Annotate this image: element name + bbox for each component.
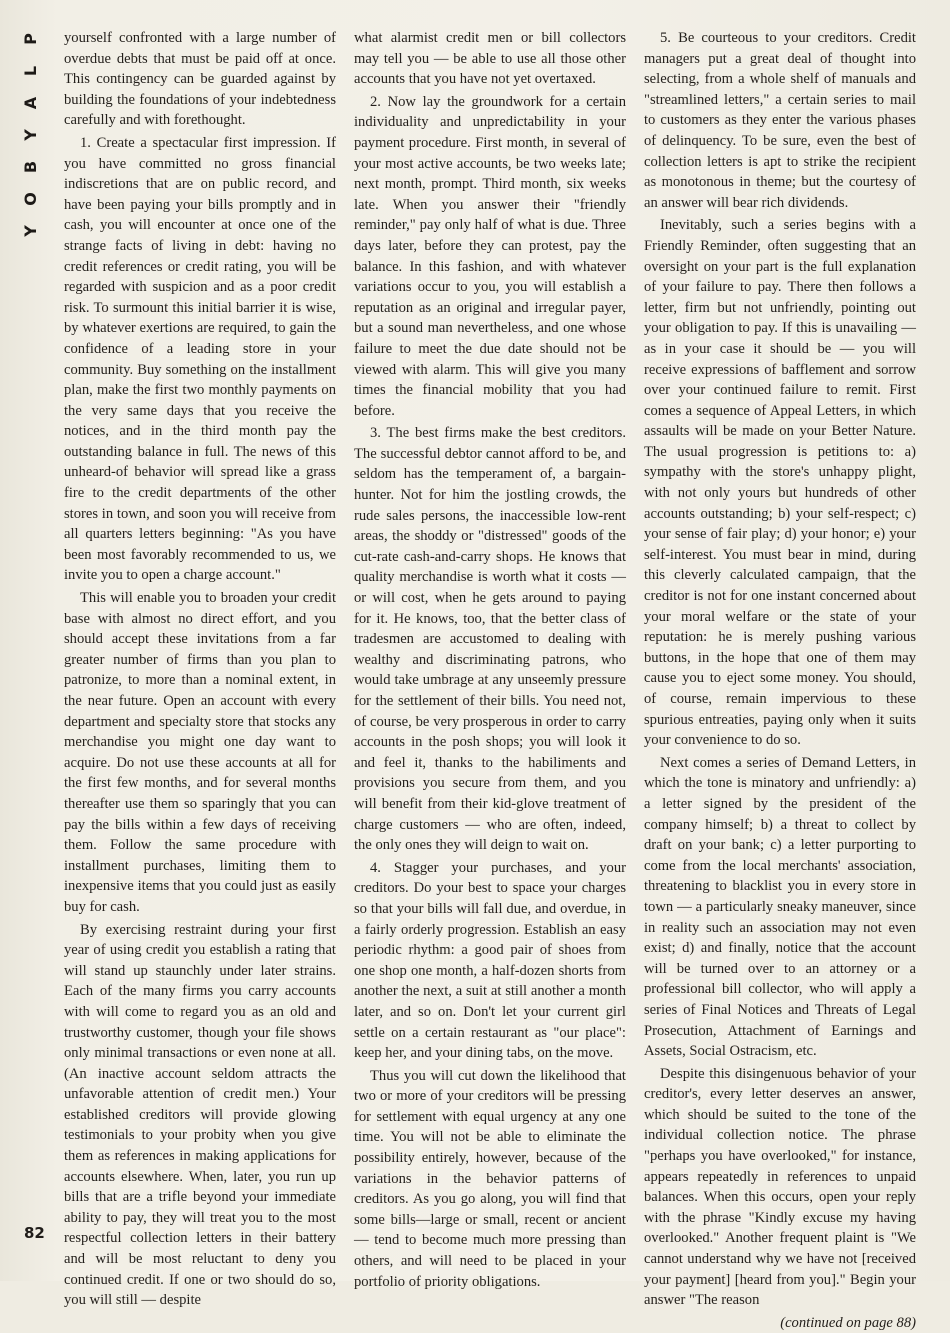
side-label-letter: L <box>20 65 40 77</box>
text-column-1 <box>64 28 336 1333</box>
paragraph: 4. Stagger your purchases, and your creditors. Do your best to space your charges so that your bills will fall due, and overdue, in a fairly orderly progression. Establish an easy periodic rhythm: a good pair of shoes from one shop one month, a half-dozen shorts from another the next, a suit at still another a month later, and so on. Don't let your current girl settle on a certain restaurant as "our place": keep her, and your dining tabs, on the move. <box>354 859 626 1062</box>
paragraph: By exercising restraint during your first year of using credit you establish a rating that will stand up staunchly under later strains. Each of the many firms you carry accounts with will come to regard you as an old and trustworthy customer, though your file shows only minimal transactions or even none at all. (An inactive account seldom attracts the unfavorable attention of credit men.) Your established creditors will provide glowing testimonials to your probity when you give them as references in making applications for accounts elsewhere. When, later, you run up bills that are a trifle beyond your immediate ability to pay, they will treat you to the most respectful collection letters in their battery and will be most reluctant to deny you continued credit. If one or two should do so, you will still — despite <box>64 921 336 1309</box>
magazine-name-vertical <box>20 28 42 242</box>
text-column-3 <box>644 28 916 1333</box>
article-body <box>64 28 916 1331</box>
paragraph: Despite this disingenuous behavior of your creditor's, every letter deserves an answer, which should be suited to the tone of the individual collection notice. The phrase "perhaps you have overlooked," for instance, appears repeatedly in references to unpaid balances. When this occurs, open your reply with the phrase "Kindly excuse my having overlooked." Another frequent plaint is "We cannot understand why we have not [received your payment] [heard from you]." Begin your answer "The reason <box>644 1065 916 1309</box>
paragraph: 5. Be courteous to your creditors. Credit managers put a great deal of thought into selecting, from a whole shelf of manuals and "streamlined letters," a certain series to mail to customers as they enter the various phases of delinquency. To be sure, even the best of collection letters is apt to strike the recipient as monotonous in theme; but the courtesy of an answer will bear rich dividends. <box>644 30 916 211</box>
side-label-letter: Y <box>21 129 40 141</box>
paragraph: Inevitably, such a series begins with a Friendly Reminder, often suggesting that an oversight on your part is the full explanation of your failure to pay. There then follows a letter, firm but not unfriendly, pointing out your obligation to pay. If this is unavailing — as in your case it should be — you will receive expressions of bafflement and sorrow over your continued failure to remit. First comes a sequence of Appeal Letters, in which assaults will be made on your Better Nature. The usual progression is petitions to: a) sympathy with the store's unhappy plight, with not only yours but hundreds of other accounts outstanding; b) your self-respect; c) your sense of fair play; d) your honor; e) your self-interest. You must bear in mind, during this cleverly calculated campaign, that the creditor is not for one instant concerned about your moral welfare or the state of your reputation: he is merely pushing various buttons, in the hope that one of them may cause you to eject some money. You should, of course, remain impervious to these spurious entreaties, paying only when it suits your convenience to do so. <box>644 217 916 749</box>
paragraph: yourself confronted with a large number of overdue debts that must be paid off at once. This contingency can be guarded against by building the foundations of your indebtedness carefully and with forethought. <box>64 30 336 129</box>
paragraph: 1. Create a spectacular first impression. If you have committed no gross financial indiscretions that are on public record, and have been paying your bills promptly and in cash, you will encounter at once one of the strange facts of living in debt: having no credit references or credit rating, you will be regarded with suspicion and as a poor credit risk. To surmount this initial barrier it is wise, by whatever exertions are required, to gain the confidence of a leading store in your community. Buy something on the installment plan, make the first two monthly payments on the very same days that you receive the notices, and in the third month pay the outstanding balance in full. The news of this unheard-of behavior will spread like a grass fire to the credit departments of the other stores in town, and soon you will receive from all quarters letters beginning: "As you have been most favorably recommended to us, we invite you to open a charge account." <box>64 134 336 584</box>
paragraph: Thus you will cut down the likelihood that two or more of your creditors will be pressing for settlement with equal urgency at any one time. You will not be able to eliminate the possibility entirely, however, because of the variations in the behavior patterns of creditors. As you go along, you will find that some bills—large or small, recent or ancient — tend to become much more pressing than others, and will need to be placed in your portfolio of priority obligations. <box>354 1067 626 1290</box>
side-label-letter: Y <box>21 225 40 237</box>
continued-on-page-note[interactable]: (continued on page 88) <box>780 1314 916 1331</box>
side-label-letter: P <box>20 33 40 45</box>
side-label-letter: O <box>20 192 40 206</box>
paragraph: Next comes a series of Demand Letters, in which the tone is minatory and unfriendly: a) a letter signed by the president of the company himself; b) a threat to collect by draft on your bank; c) a letter purporting to come from the local merchants' association, threatening to blacklist you in every store in town — a particularly sneaky maneuver, since in reality such an association may not even exist; d) and finally, notice that the account will be turned over to an attorney or a professional bill collector, who will apply a series of Final Notices and Threats of Legal Prosecution, Attachment of Earnings and Assets, Social Ostracism, etc. <box>644 754 916 1060</box>
paragraph: what alarmist credit men or bill collectors may tell you — be able to use all those other accounts that you have not yet overtaxed. <box>354 30 626 88</box>
paragraph: This will enable you to broaden your credit base with almost no direct effort, and you should accept these invitations from a far greater number of firms than you plan to patronize, to more than a nominal extent, in the near future. Open an account with every department and specialty store that stocks any merchandise you might one day want to acquire. Do not use these accounts at all for the first few months, and for several months thereafter use them so sparingly that you can pay the bills within a few days of receiving them. Follow the same procedure with installment purchases, limiting them to inexpensive items that you could just as easily buy for cash. <box>64 590 336 915</box>
page-number: 82 <box>24 1224 45 1242</box>
text-column-2 <box>354 28 626 1333</box>
side-label-letter: A <box>20 96 40 110</box>
paragraph: 3. The best firms make the best creditors. The successful debtor cannot afford to be, and seldom has the temperament of, a bargain-hunter. Not for him the jostling crowds, the rude sales persons, the inaccessible low-rent areas, the shoddy or "distressed" goods of the cut-rate cash-and-carry shops. He knows that quality merchandise is worth what it costs — or will cost, when he gets around to paying for it. He knows, too, that the better class of tradesmen are accustomed to dealing with wealthy and discriminating patrons, who would take umbrage at any unseemly pressure for the settlement of their bills. You need not, of course, be very prosperous in order to carry accounts in the posh shops; you will look it and feel it, thanks to the habiliments and provisions you secure from them, and you will benefit from their kid-glove treatment of charge customers — who are often, indeed, the only ones they will deign to wait on. <box>354 425 626 854</box>
side-label-letter: B <box>20 160 40 174</box>
paragraph: 2. Now lay the groundwork for a certain individuality and unpredictability in your payment procedure. First month, in several of your most active accounts, be two weeks late; next month, prompt. Third month, six weeks late. When you answer their "friendly reminder," pay only half of what is due. Three days later, before they can protest, pay the balance. In this fashion, and with whatever variations occur to you, you will establish a reputation as an original and irregular payer, but a sound man nevertheless, and one whose failure to meet the due date should not be viewed with alarm. This will give you many times the financial mobility that you had before. <box>354 93 626 419</box>
